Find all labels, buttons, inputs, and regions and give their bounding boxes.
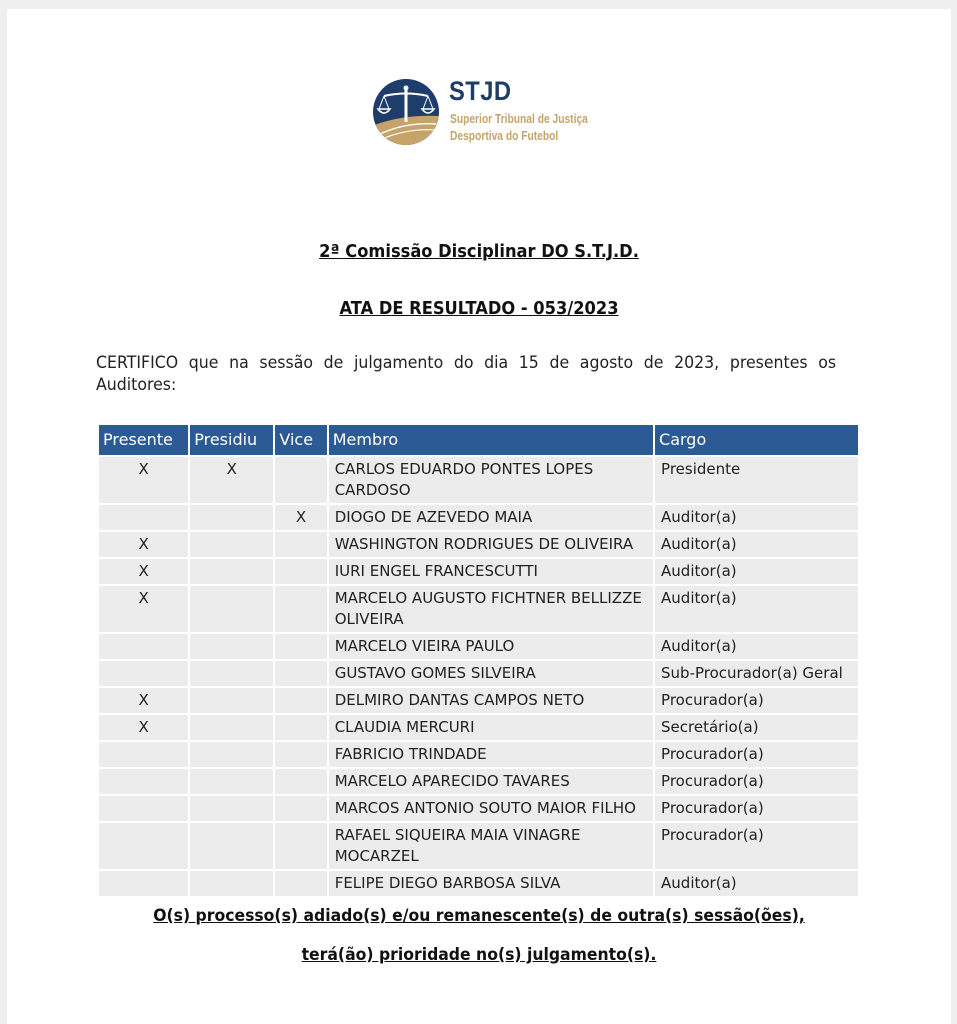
cell-presente: X <box>99 715 188 740</box>
cell-cargo: Auditor(a) <box>655 532 858 557</box>
note-line-1: O(s) processo(s) adiado(s) e/ou remanescente(s) de outra(s) sessão(ões), <box>153 906 805 926</box>
document-subheading: ATA DE RESULTADO - 053/2023 <box>339 299 619 319</box>
cell-membro: FELIPE DIEGO BARBOSA SILVA <box>329 871 653 896</box>
cell-presente: X <box>99 559 188 584</box>
cell-presente <box>99 823 188 869</box>
cell-vice <box>275 688 326 713</box>
column-header-vice: Vice <box>275 425 326 455</box>
cell-vice <box>275 586 326 632</box>
cell-presente: X <box>99 457 188 503</box>
cell-presente <box>99 661 188 686</box>
cell-cargo: Procurador(a) <box>655 688 858 713</box>
cell-presidiu <box>190 634 273 659</box>
document-heading: 2ª Comissão Disciplinar DO S.T.J.D. <box>319 242 639 262</box>
cell-membro: IURI ENGEL FRANCESCUTTI <box>329 559 653 584</box>
cell-membro: WASHINGTON RODRIGUES DE OLIVEIRA <box>329 532 653 557</box>
cell-membro: DIOGO DE AZEVEDO MAIA <box>329 505 653 530</box>
table-row <box>99 661 858 686</box>
cell-membro: MARCELO APARECIDO TAVARES <box>329 769 653 794</box>
cell-presidiu <box>190 823 273 869</box>
column-header-cargo: Cargo <box>655 425 858 455</box>
members-table <box>97 423 860 898</box>
cell-presidiu: X <box>190 457 273 503</box>
cell-vice <box>275 871 326 896</box>
cell-membro: MARCELO AUGUSTO FICHTNER BELLIZZE OLIVEIRA <box>329 586 653 632</box>
intro-paragraph: CERTIFICO que na sessão de julgamento do dia 15 de agosto de 2023, presentes os Auditores: <box>96 353 837 394</box>
cell-vice <box>275 715 326 740</box>
cell-cargo: Auditor(a) <box>655 586 858 632</box>
cell-cargo: Sub-Procurador(a) Geral <box>655 661 858 686</box>
table-row <box>99 457 858 503</box>
column-header-presente: Presente <box>99 425 188 455</box>
cell-presente <box>99 505 188 530</box>
cell-cargo: Auditor(a) <box>655 559 858 584</box>
cell-cargo: Auditor(a) <box>655 634 858 659</box>
cell-membro: MARCELO VIEIRA PAULO <box>329 634 653 659</box>
cell-presidiu <box>190 715 273 740</box>
cell-presente <box>99 871 188 896</box>
cell-cargo: Procurador(a) <box>655 823 858 869</box>
cell-presidiu <box>190 532 273 557</box>
cell-membro: GUSTAVO GOMES SILVEIRA <box>329 661 653 686</box>
note-line-2: terá(ão) prioridade no(s) julgamento(s). <box>301 945 657 965</box>
cell-presente: X <box>99 586 188 632</box>
cell-cargo: Procurador(a) <box>655 769 858 794</box>
cell-presidiu <box>190 742 273 767</box>
cell-cargo: Secretário(a) <box>655 715 858 740</box>
cell-presidiu <box>190 661 273 686</box>
cell-membro: MARCOS ANTONIO SOUTO MAIOR FILHO <box>329 796 653 821</box>
table-row <box>99 769 858 794</box>
cell-cargo: Procurador(a) <box>655 796 858 821</box>
cell-cargo: Auditor(a) <box>655 505 858 530</box>
cell-vice <box>275 823 326 869</box>
cell-presidiu <box>190 769 273 794</box>
cell-presidiu <box>190 796 273 821</box>
scales-of-justice-icon <box>372 78 440 146</box>
cell-vice <box>275 769 326 794</box>
table-row <box>99 823 858 869</box>
cell-vice <box>275 559 326 584</box>
column-header-membro: Membro <box>329 425 653 455</box>
table-row <box>99 505 858 530</box>
cell-membro: CARLOS EDUARDO PONTES LOPES CARDOSO <box>329 457 653 503</box>
table-row <box>99 634 858 659</box>
cell-cargo: Presidente <box>655 457 858 503</box>
cell-vice <box>275 661 326 686</box>
table-row <box>99 742 858 767</box>
cell-presente <box>99 634 188 659</box>
cell-cargo: Auditor(a) <box>655 871 858 896</box>
logo-subtitle-line2: Desportiva do Futebol <box>450 129 559 143</box>
cell-cargo: Procurador(a) <box>655 742 858 767</box>
cell-vice <box>275 634 326 659</box>
table-row <box>99 532 858 557</box>
cell-presidiu <box>190 871 273 896</box>
cell-vice <box>275 532 326 557</box>
table-header-row <box>99 425 858 455</box>
cell-membro: DELMIRO DANTAS CAMPOS NETO <box>329 688 653 713</box>
cell-presente <box>99 796 188 821</box>
cell-presente: X <box>99 532 188 557</box>
cell-vice <box>275 457 326 503</box>
cell-membro: CLAUDIA MERCURI <box>329 715 653 740</box>
logo-subtitle-line1: Superior Tribunal de Justiça <box>450 112 588 126</box>
logo-title: STJD <box>449 76 512 106</box>
table-row <box>99 715 858 740</box>
stjd-logo <box>372 78 602 148</box>
cell-presidiu <box>190 505 273 530</box>
table-row <box>99 796 858 821</box>
cell-vice <box>275 796 326 821</box>
document-page <box>7 9 951 1024</box>
cell-presidiu <box>190 688 273 713</box>
cell-membro: RAFAEL SIQUEIRA MAIA VINAGRE MOCARZEL <box>329 823 653 869</box>
table-row <box>99 871 858 896</box>
table-row <box>99 559 858 584</box>
column-header-presidiu: Presidiu <box>190 425 273 455</box>
cell-vice <box>275 742 326 767</box>
cell-membro: FABRICIO TRINDADE <box>329 742 653 767</box>
cell-presente: X <box>99 688 188 713</box>
cell-vice: X <box>275 505 326 530</box>
table-row <box>99 586 858 632</box>
cell-presente <box>99 742 188 767</box>
cell-presidiu <box>190 559 273 584</box>
cell-presidiu <box>190 586 273 632</box>
table-row <box>99 688 858 713</box>
cell-presente <box>99 769 188 794</box>
